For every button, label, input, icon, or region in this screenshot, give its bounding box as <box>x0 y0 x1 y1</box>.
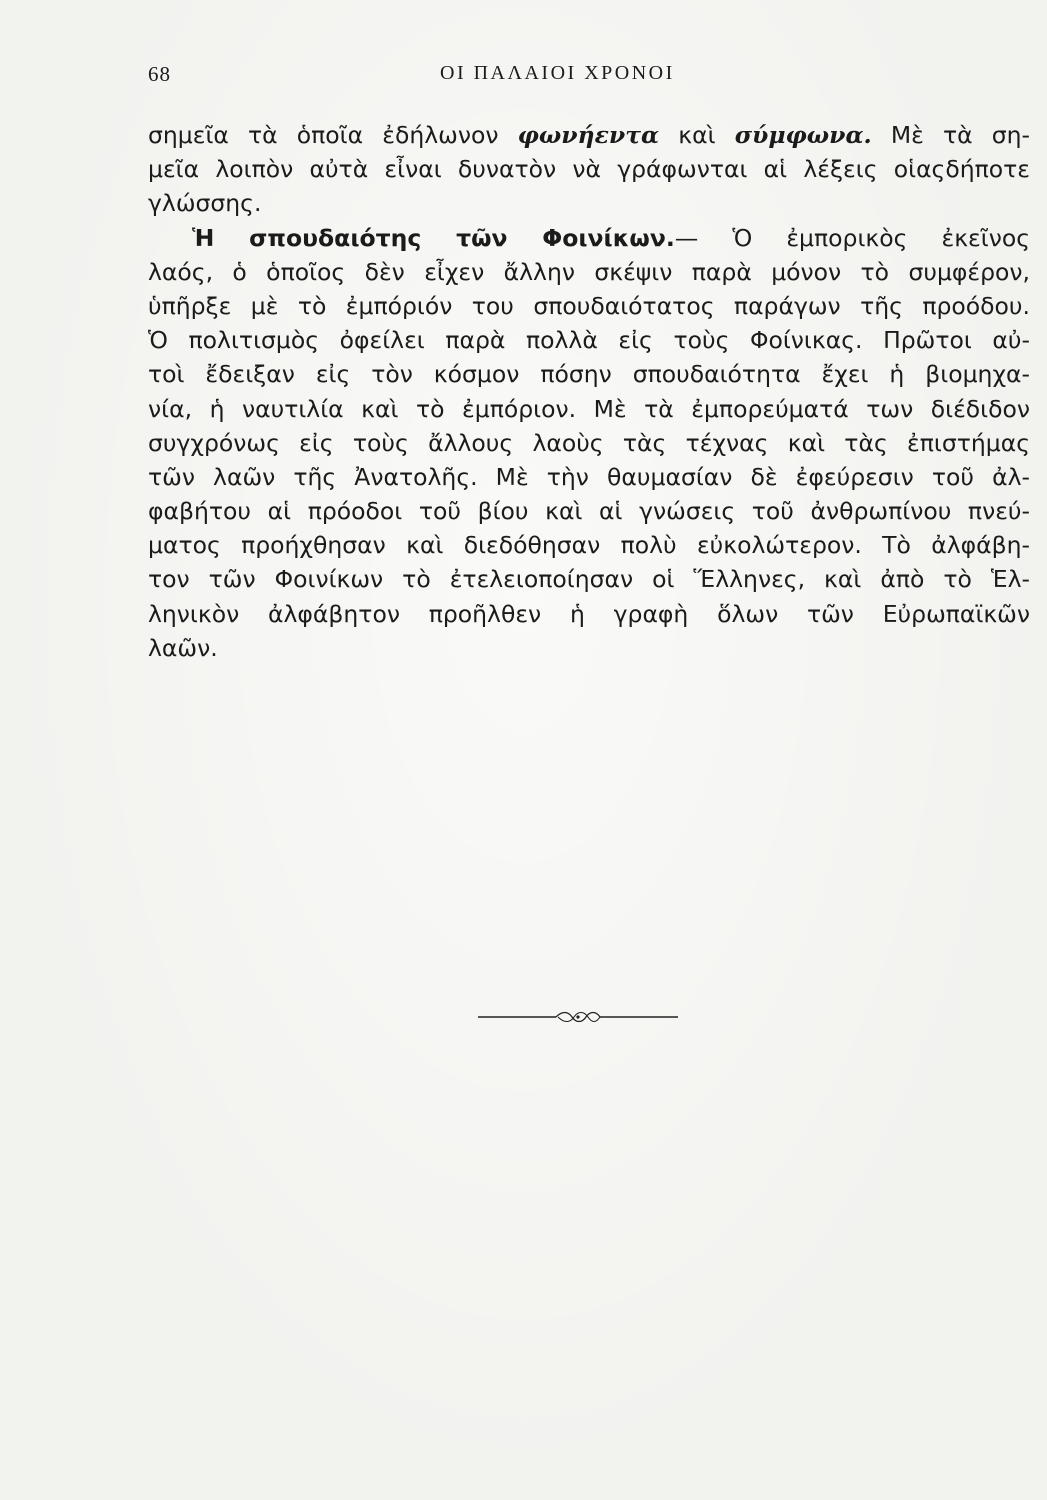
text-run: Μὲ τὰ ση- <box>871 121 1031 149</box>
text-run: σημεῖα τὰ ὁποῖα ἐδήλωνον <box>148 121 518 149</box>
text-line: συγχρόνως εἰς τοὺς ἄλλους λαοὺς τὰς τέχνας καὶ τὰς ἐπιστήμας <box>148 428 1030 457</box>
running-title: ΟΙ ΠΑΛΑΙΟΙ ΧΡΟΝΟΙ <box>440 62 675 84</box>
text-line: μεῖα λοιπὸν αὐτὰ εἶναι δυνατὸν νὰ γράφωνται αἱ λέξεις οἱαςδήποτε <box>148 155 1030 184</box>
text-run: — Ὁ ἐμπορικὸς ἐκεῖνος <box>674 223 1030 252</box>
text-run: καὶ <box>659 121 735 149</box>
text-line: λαῶν. <box>148 633 218 662</box>
text-line: νία, ἡ ναυτιλία καὶ τὸ ἐμπόριον. Μὲ τὰ ἐμπορεύματά των διέδιδον <box>148 394 1030 423</box>
text-line: τον τῶν Φοινίκων τὸ ἐτελειοποίησαν οἱ Ἕλληνες, καὶ ἀπὸ τὸ Ἑλ- <box>148 565 1030 594</box>
body-text <box>148 118 1030 665</box>
text-line: φαβήτου αἱ πρόοδοι τοῦ βίου καὶ αἱ γνώσεις τοῦ ἀνθρωπίνου πνεύ- <box>148 497 1030 526</box>
text-line: τῶν λαῶν τῆς Ἀνατολῆς. Μὲ τὴν θαυμασίαν δὲ ἐφεύρεσιν τοῦ ἀλ- <box>148 462 1030 491</box>
emphasis-consonants: σύμφωνα. <box>734 121 872 149</box>
page-number: 68 <box>148 62 171 86</box>
text-line: ληνικὸν ἀλφάβητον προῆλθεν ἡ γραφὴ ὅλων τῶν Εὐρωπαϊκῶν <box>148 599 1030 628</box>
text-line: λαός, ὁ ὁποῖος δὲν εἶχεν ἄλλην σκέψιν παρὰ μόνον τὸ συμφέρον, <box>148 257 1030 286</box>
section-heading: Ἡ σπουδαιότης τῶν Φοινίκων. <box>192 223 675 252</box>
text-line: ματος προήχθησαν καὶ διεδόθησαν πολὺ εὐκολώτερον. Τὸ ἀλφάβη- <box>148 531 1030 560</box>
end-of-chapter-flourish-icon <box>478 1010 678 1024</box>
text-line: Ὁ πολιτισμὸς ὀφείλει παρὰ πολλὰ εἰς τοὺς Φοίνικας. Πρῶτοι αὐ- <box>148 326 1030 355</box>
text-line: γλώσσης. <box>148 189 262 218</box>
text-line <box>148 118 1030 152</box>
running-head <box>148 62 888 92</box>
text-line: ὑπῆρξε μὲ τὸ ἐμπόριόν του σπουδαιότατος παράγων τῆς προόδου. <box>148 291 1030 320</box>
text-line <box>148 221 1030 255</box>
text-line: τοὶ ἔδειξαν εἰς τὸν κόσμον πόσην σπουδαιότητα ἔχει ἡ βιομηχα- <box>148 360 1030 389</box>
emphasis-vowels: φωνήεντα <box>517 121 660 149</box>
